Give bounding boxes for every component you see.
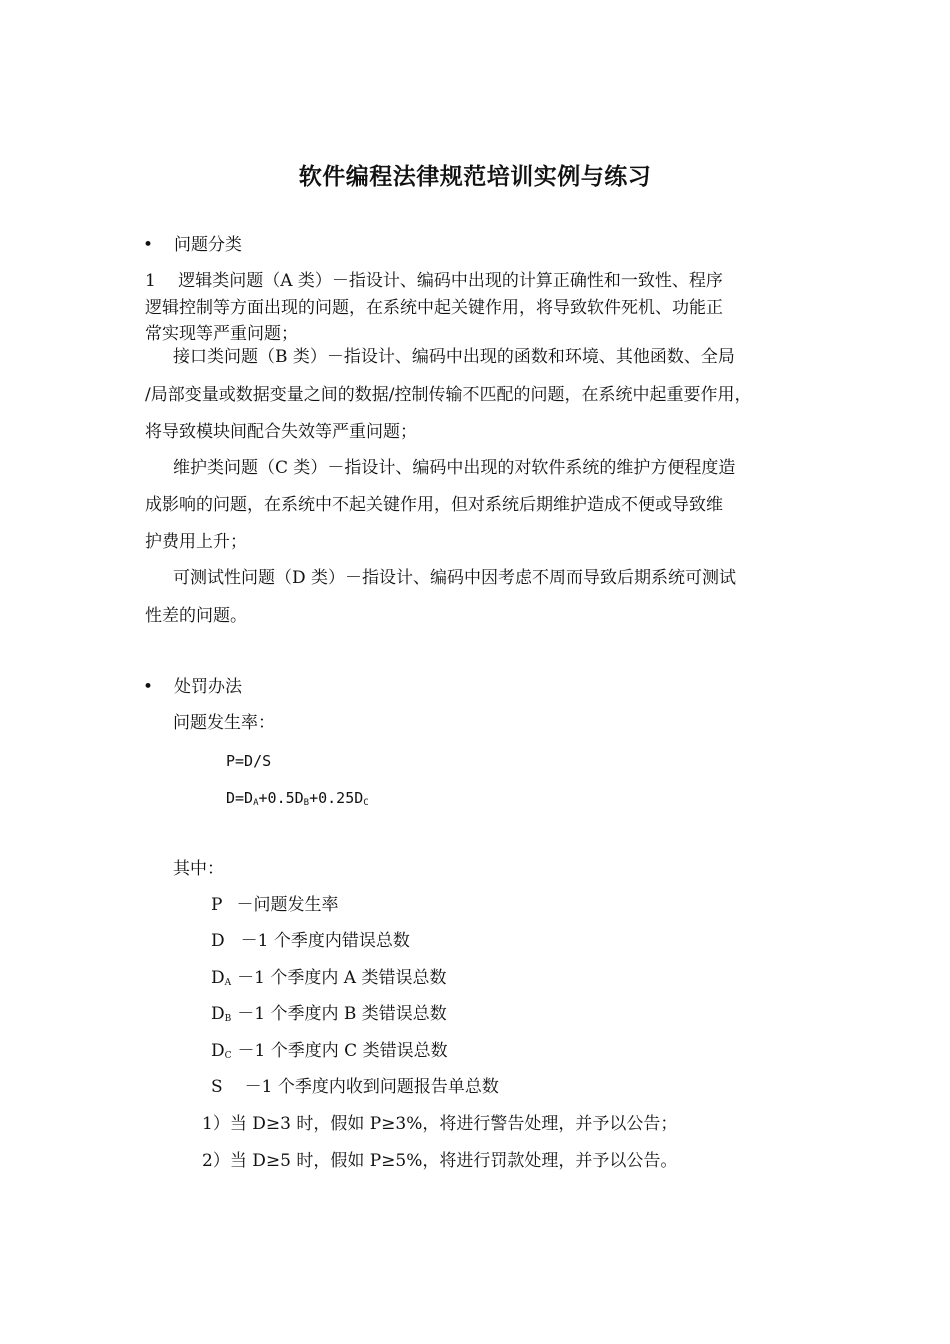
definition-db: $D_B -1$ 个季度内 B 类错误总数 xyxy=(211,1004,447,1024)
document-title: 软件编程法律规范培训实例与练习 xyxy=(298,164,652,190)
paragraph-line: 将导致模块间配合失效等严重问题； xyxy=(145,422,417,442)
paragraph-line: 护费用上升； xyxy=(145,532,247,552)
definition-s: S －1 个季度内收到问题报告单总数 xyxy=(211,1077,499,1097)
paragraph-line: 成影响的问题，在系统中不起关键作用，但对系统后期维护造成不便或导致维 xyxy=(145,495,723,515)
paragraph-line: 维护类问题（C 类）－指设计、编码中出现的对软件系统的维护方便程度造 xyxy=(173,458,736,478)
paragraph-line: 1 逻辑类问题（A 类）－指设计、编码中出现的计算正确性和一致性、程序 xyxy=(145,271,723,291)
paragraph-line: 逻辑控制等方面出现的问题，在系统中起关键作用，将导致软件死机、功能正 xyxy=(145,298,723,318)
formula-p: P=D/S xyxy=(226,752,272,770)
bullet-icon: • xyxy=(143,677,154,697)
paragraph-line: 可测试性问题（D 类）－指设计、编码中因考虑不周而导致后期系统可测试 xyxy=(173,568,737,588)
paragraph-line: 性差的问题。 xyxy=(145,606,247,626)
section2-heading: 处罚办法 xyxy=(174,677,242,697)
paragraph-line: 常实现等严重问题； xyxy=(145,324,298,344)
bullet-icon: • xyxy=(143,235,154,255)
rate-label: 问题发生率： xyxy=(173,713,275,733)
definition-dc: $D_C -1$ 个季度内 C 类错误总数 xyxy=(211,1041,448,1061)
formula-d: $D=D_A+0.5D_B+0.25D_C$ xyxy=(226,789,369,808)
definition-da: $D_A -1$ 个季度内 A 类错误总数 xyxy=(211,968,447,988)
definition-d: D －1 个季度内错误总数 xyxy=(211,931,410,951)
definition-p: P －问题发生率 xyxy=(211,895,339,915)
where-label: 其中： xyxy=(173,859,224,879)
paragraph-line: /局部变量或数据变量之间的数据/控制传输不匹配的问题，在系统中起重要作用， xyxy=(145,385,752,405)
paragraph-line: 接口类问题（B 类）－指设计、编码中出现的函数和环境、其他函数、全局 xyxy=(173,347,735,367)
rule-item: 1）当 D≥3 时，假如 P≥3%，将进行警告处理，并予以公告； xyxy=(202,1114,678,1134)
rule-item: 2）当 D≥5 时，假如 P≥5%，将进行罚款处理，并予以公告。 xyxy=(202,1151,678,1171)
section1-heading: 问题分类 xyxy=(174,235,242,255)
